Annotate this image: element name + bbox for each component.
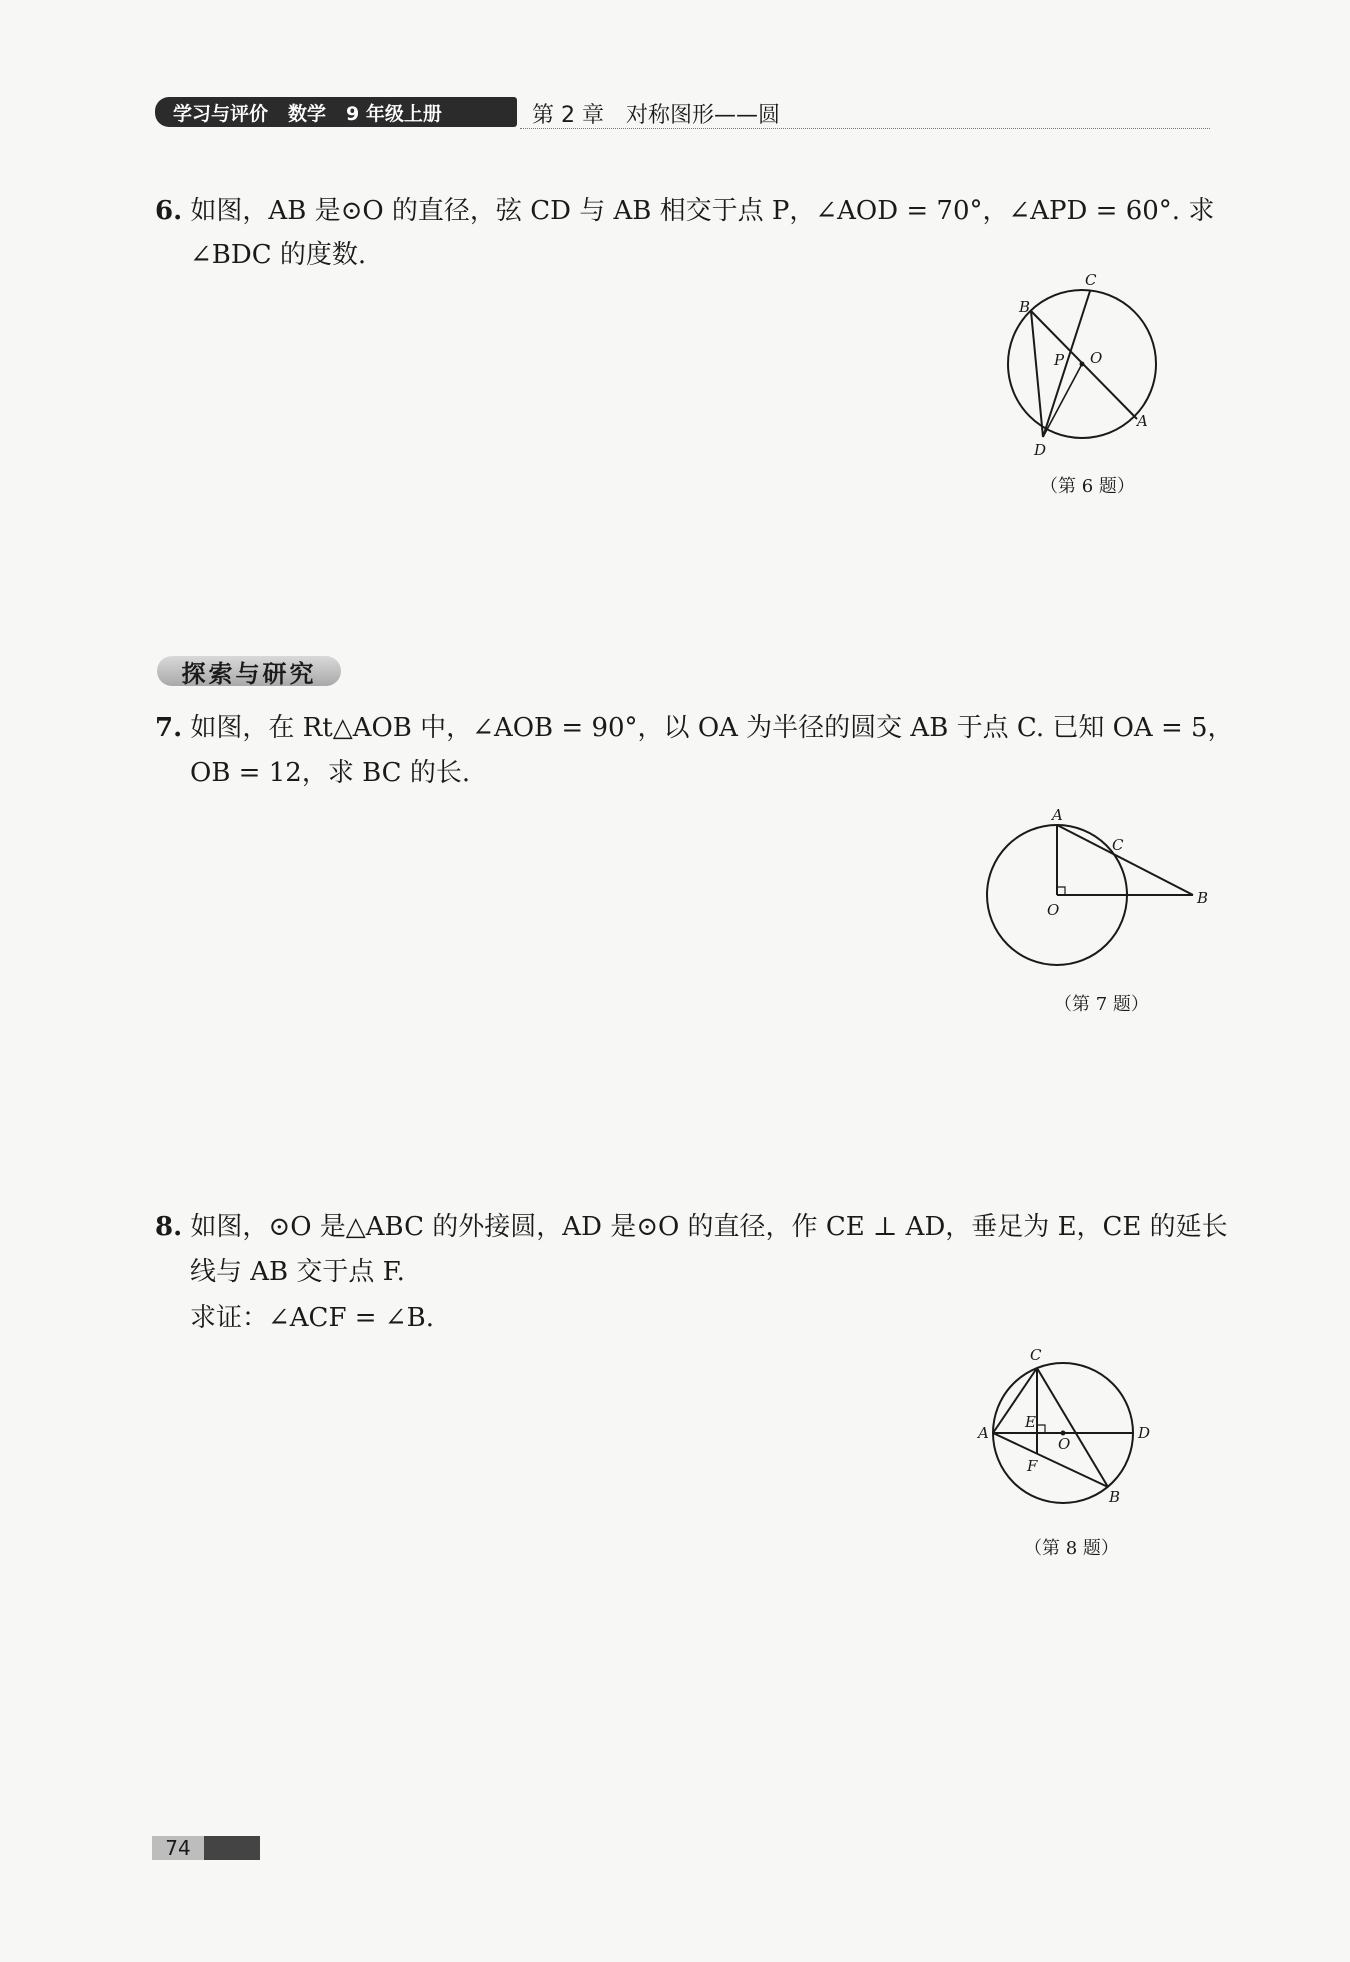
page-number-block bbox=[152, 1836, 260, 1860]
label-c: C bbox=[1085, 271, 1097, 289]
caption-q6: （第 6 题） bbox=[1040, 476, 1135, 497]
question-8-line3: 求证：∠ACF = ∠B. bbox=[190, 1303, 434, 1333]
label-c: C bbox=[1030, 1346, 1042, 1364]
page-number-bar bbox=[204, 1836, 260, 1860]
question-number: 6. bbox=[155, 196, 183, 226]
label-a: A bbox=[978, 1424, 989, 1442]
label-b: B bbox=[1109, 1488, 1121, 1506]
label-c: C bbox=[1112, 836, 1124, 854]
label-d: D bbox=[1138, 1424, 1151, 1442]
grade-label: 9 年级上册 bbox=[346, 102, 442, 125]
right-angle-mark bbox=[1057, 887, 1065, 895]
caption-q8: （第 8 题） bbox=[1024, 1538, 1119, 1559]
chapter-title: 第 2 章 对称图形——圆 bbox=[532, 103, 780, 128]
page-number: 74 bbox=[152, 1836, 204, 1860]
question-text: 如图，AB 是⊙O 的直径，弦 CD 与 AB 相交于点 P，∠AOD = 70°，∠APD = 60°. 求 bbox=[190, 196, 1215, 226]
question-6 bbox=[155, 188, 1214, 234]
caption-q7: （第 7 题） bbox=[1054, 994, 1149, 1015]
label-a: A bbox=[1137, 412, 1148, 430]
header-divider bbox=[520, 128, 1210, 129]
question-number: 7. bbox=[155, 713, 183, 743]
figure-q6 bbox=[990, 265, 1190, 455]
label-o: O bbox=[1047, 901, 1060, 919]
label-a: A bbox=[1052, 806, 1063, 824]
label-e: E bbox=[1025, 1413, 1036, 1431]
segment-cb bbox=[1037, 1368, 1108, 1487]
question-text: 如图，⊙O 是△ABC 的外接圆，AD 是⊙O 的直径，作 CE ⊥ AD，垂足为 E，CE 的延长 bbox=[190, 1212, 1228, 1242]
label-d: D bbox=[1034, 441, 1047, 455]
book-title: 学习与评价 bbox=[173, 102, 269, 125]
question-8-line2: 线与 AB 交于点 F. bbox=[190, 1257, 405, 1287]
subject-label: 数学 bbox=[288, 102, 327, 125]
question-text: 如图，在 Rt△AOB 中，∠AOB = 90°，以 OA 为半径的圆交 AB 于点 C. 已知 OA = 5， bbox=[190, 713, 1234, 743]
question-7 bbox=[155, 705, 1234, 751]
figure-q7 bbox=[975, 805, 1215, 975]
figure-q8 bbox=[970, 1345, 1170, 1515]
label-o: O bbox=[1058, 1435, 1071, 1453]
center-point bbox=[1080, 362, 1085, 367]
question-7-line2: OB = 12，求 BC 的长. bbox=[190, 758, 471, 788]
label-o: O bbox=[1090, 349, 1103, 367]
label-b: B bbox=[1197, 889, 1209, 907]
label-p: P bbox=[1054, 351, 1065, 369]
segment-ab bbox=[1057, 825, 1193, 895]
right-angle-mark bbox=[1037, 1425, 1045, 1433]
book-header-badge bbox=[155, 97, 517, 127]
section-badge: 探索与研究 bbox=[157, 656, 341, 686]
question-8 bbox=[155, 1204, 1228, 1250]
label-f: F bbox=[1027, 1457, 1038, 1475]
question-number: 8. bbox=[155, 1212, 183, 1242]
question-6-line2: ∠BDC 的度数. bbox=[190, 240, 367, 270]
label-b: B bbox=[1019, 298, 1031, 316]
